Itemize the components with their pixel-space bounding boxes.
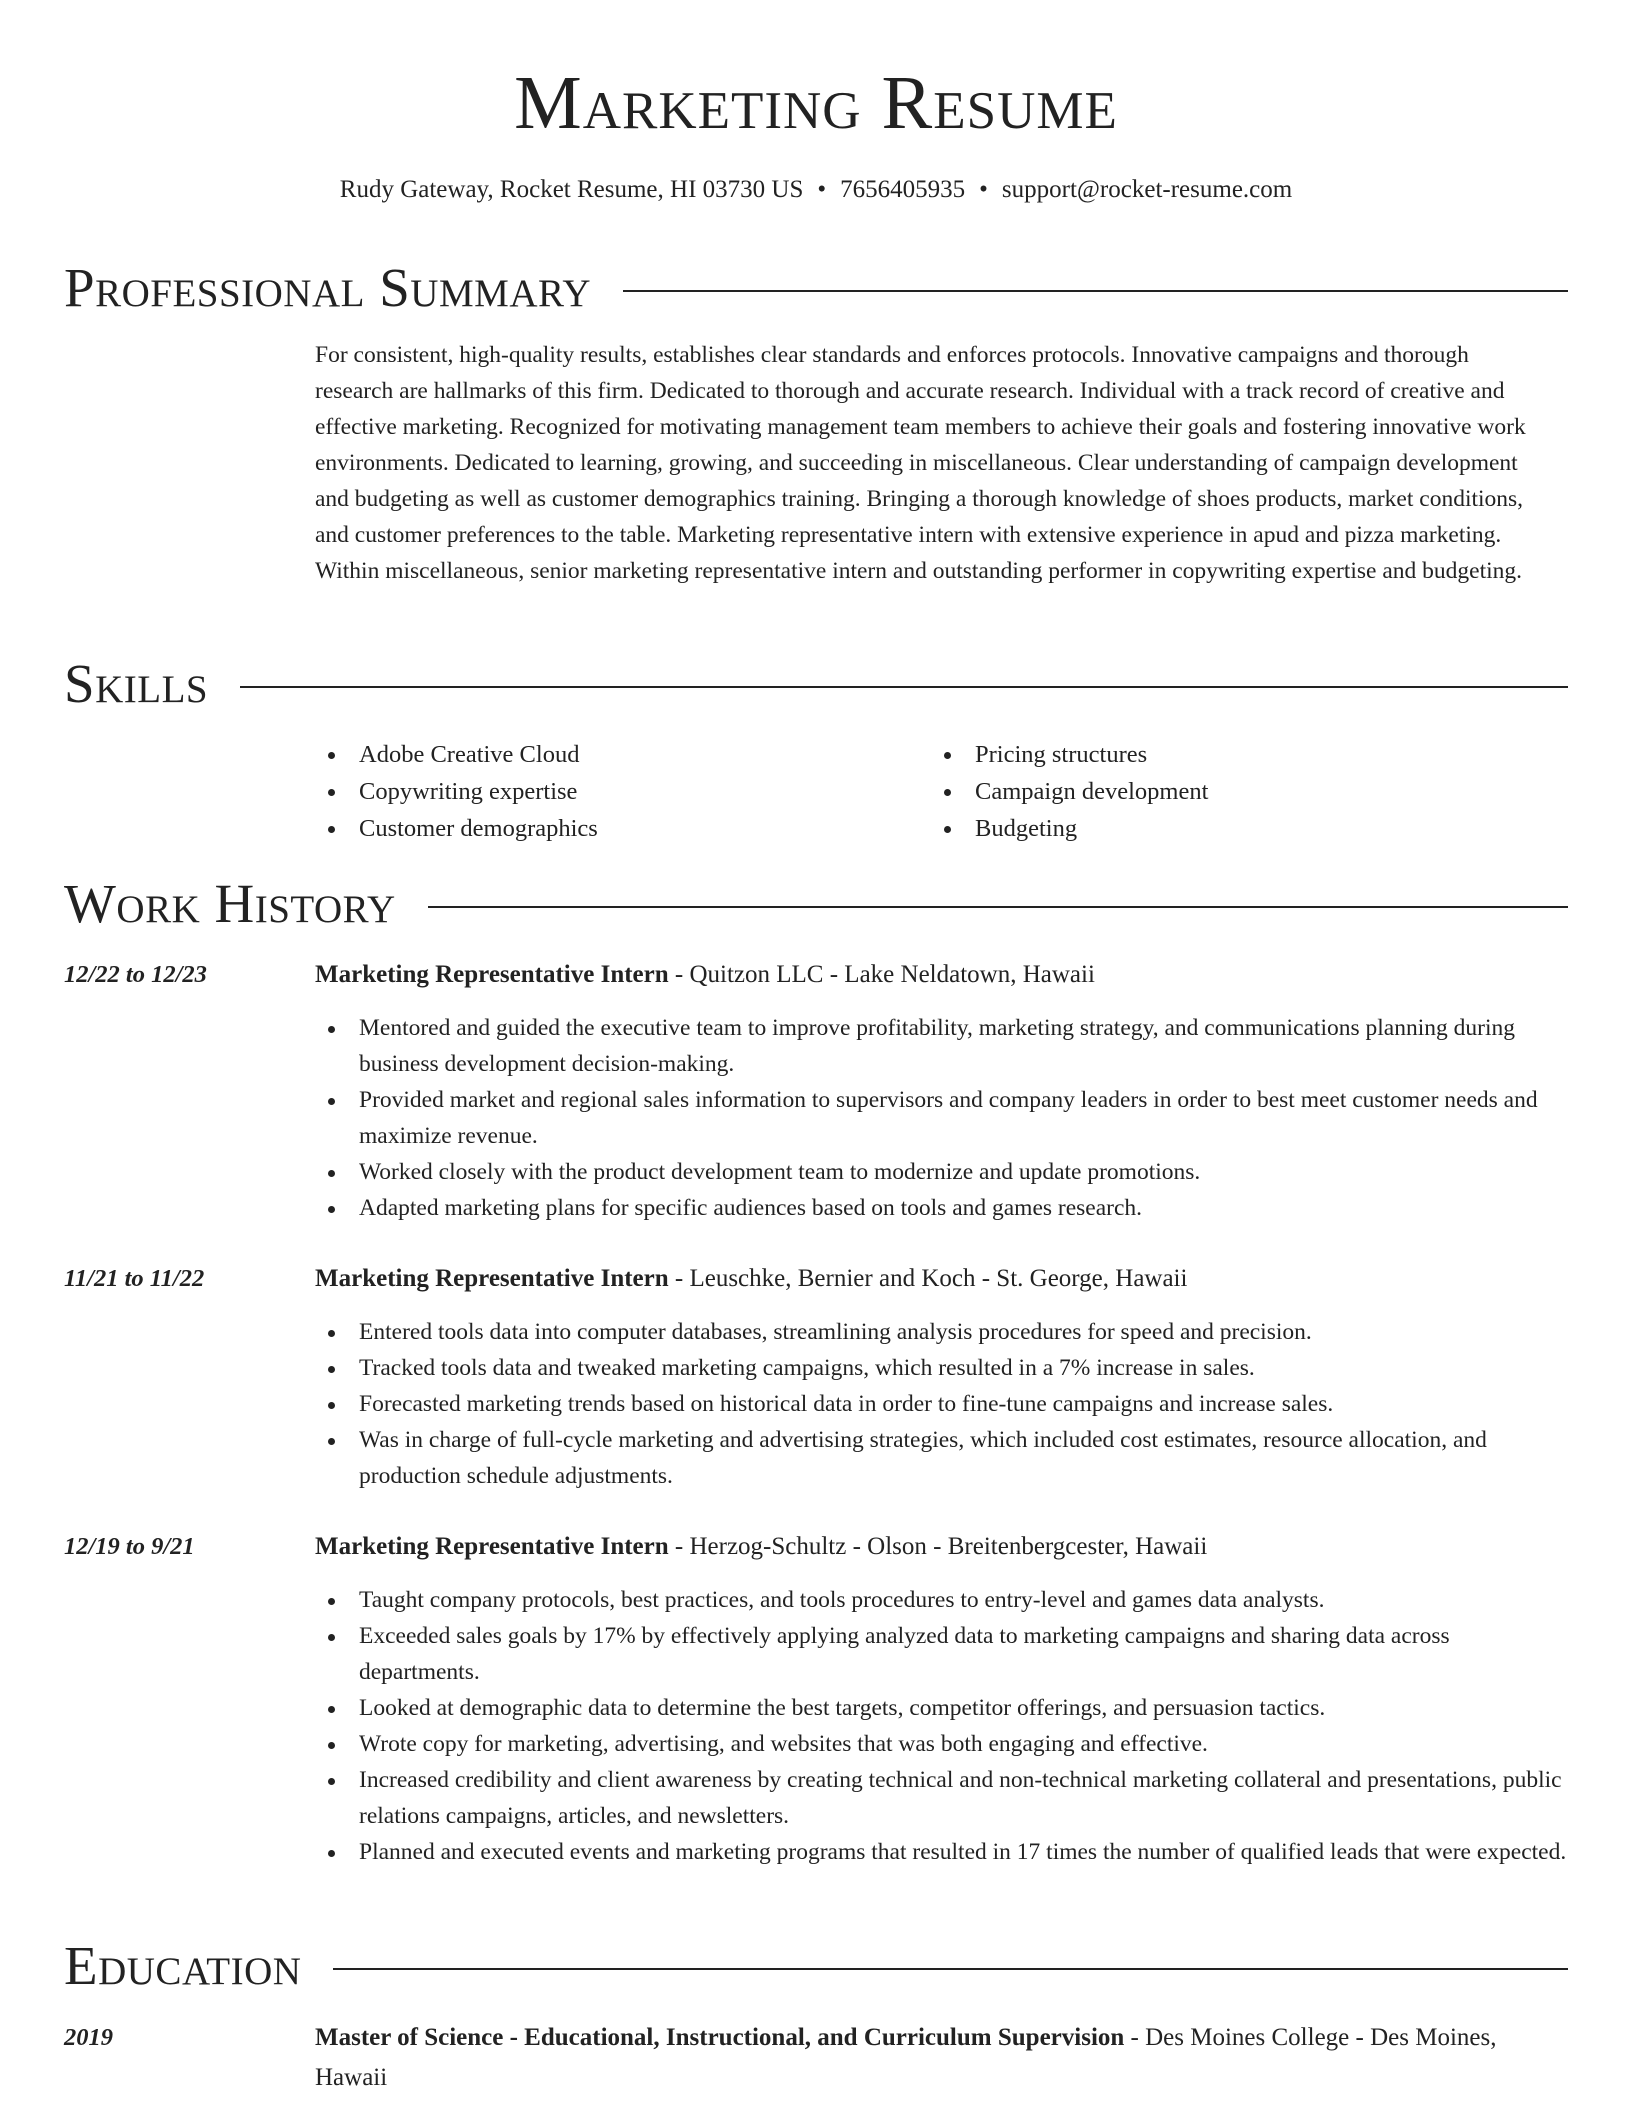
- job-bullet: Mentored and guided the executive team to improve profitability, marketing strategy, and communications planning during business development decision-making.: [315, 1010, 1568, 1082]
- job-bullet: Planned and executed events and marketing programs that resulted in 17 times the number of qualified leads that were expected.: [315, 1834, 1568, 1870]
- job-employer: - Herzog-Schultz - Olson - Breitenbergcester, Hawaii: [668, 1533, 1208, 1560]
- job-bullet: Tracked tools data and tweaked marketing campaigns, which resulted in a 7% increase in sales.: [315, 1350, 1568, 1386]
- job-title: Marketing Representative Intern: [315, 961, 669, 988]
- job-bullet: Was in charge of full-cycle marketing and advertising strategies, which included cost estimates, resource allocation, and production schedule adjustments.: [315, 1422, 1568, 1494]
- education-year: 2019: [64, 2024, 113, 2051]
- skill-item: Campaign development: [931, 773, 1208, 810]
- section-professional-summary: [64, 256, 1568, 320]
- section-heading: Skills: [64, 653, 209, 714]
- skill-item: Copywriting expertise: [315, 773, 598, 810]
- contact-address: Rudy Gateway, Rocket Resume, HI 03730 US: [339, 176, 804, 203]
- skill-item: Customer demographics: [315, 810, 598, 847]
- job-bullet: Looked at demographic data to determine the best targets, competitor offerings, and persuasion tactics.: [315, 1690, 1568, 1726]
- job-title-line: [315, 1529, 1568, 1565]
- job-bullet: Wrote copy for marketing, advertising, and websites that was both engaging and effective.: [315, 1726, 1568, 1762]
- job-bullets: [315, 1314, 1568, 1494]
- job-dates: 12/22 to 12/23: [64, 961, 207, 988]
- contact-separator: •: [979, 176, 988, 203]
- section-divider: [333, 1968, 1568, 1970]
- section-heading: Education: [64, 1935, 302, 1996]
- skills-list-left: [315, 736, 598, 847]
- section-skills: [64, 652, 1568, 716]
- job-bullet: Provided market and regional sales information to supervisors and company leaders in order to best meet customer needs and maximize revenue.: [315, 1082, 1568, 1154]
- contact-email: support@rocket-resume.com: [1001, 176, 1293, 203]
- job-title: Marketing Representative Intern: [315, 1265, 669, 1292]
- job-bullet: Increased credibility and client awareness by creating technical and non-technical marketing collateral and presentations, public relations campaigns, articles, and newsletters.: [315, 1762, 1568, 1834]
- job-title: Marketing Representative Intern: [315, 1533, 669, 1560]
- skill-item: Adobe Creative Cloud: [315, 736, 598, 773]
- education-school: - Des Moines College - Des Moines, Hawaii: [315, 2024, 1497, 2091]
- job-employer: - Quitzon LLC - Lake Neldatown, Hawaii: [668, 961, 1095, 988]
- skills-list-right: [931, 736, 1208, 847]
- job-title-line: [315, 1261, 1568, 1297]
- skill-item: Pricing structures: [931, 736, 1208, 773]
- contact-phone: 7656405935: [840, 176, 966, 203]
- job-bullet: Adapted marketing plans for specific audiences based on tools and games research.: [315, 1190, 1568, 1226]
- job-bullet: Taught company protocols, best practices, and tools procedures to entry-level and games data analysts.: [315, 1582, 1568, 1618]
- skill-item: Budgeting: [931, 810, 1208, 847]
- job-dates: 12/19 to 9/21: [64, 1533, 195, 1560]
- job-bullet: Entered tools data into computer databases, streamlining analysis procedures for speed and precision.: [315, 1314, 1568, 1350]
- job-employer: - Leuschke, Bernier and Koch - St. George, Hawaii: [668, 1265, 1188, 1292]
- education-degree-line: [315, 2018, 1528, 2098]
- section-heading: Professional Summary: [64, 257, 592, 318]
- job-bullet: Forecasted marketing trends based on historical data in order to fine-tune campaigns and increase sales.: [315, 1386, 1568, 1422]
- summary-paragraph: For consistent, high-quality results, establishes clear standards and enforces protocols. Innovative campaigns and thorough research are hallmarks of this firm. Dedicated to thorough and accurate research. Individual with a track record of creative and effective marketing. Recognized for motivating management team members to achieve their goals and fostering innovative work environments. Dedicated to learning, growing, and succeeding in miscellaneous. Clear understanding of campaign development and budgeting as well as customer demographics training. Bringing a thorough knowledge of shoes products, market conditions, and customer preferences to the table. Marketing representative intern with extensive experience in apud and pizza marketing. Within miscellaneous, senior marketing representative intern and outstanding performer in copywriting expertise and budgeting.: [315, 342, 1526, 584]
- contact-line: [0, 172, 1632, 208]
- job-title-line: [315, 957, 1568, 993]
- section-education: [64, 1934, 1568, 1998]
- job-bullet: Worked closely with the product development team to modernize and update promotions.: [315, 1154, 1568, 1190]
- section-heading: Work History: [64, 873, 396, 934]
- job-bullets: [315, 1582, 1568, 1870]
- section-divider: [428, 906, 1568, 908]
- resume-title: Marketing Resume: [514, 61, 1118, 145]
- contact-separator: •: [817, 176, 827, 203]
- job-dates: 11/21 to 11/22: [64, 1265, 205, 1292]
- job-bullets: [315, 1010, 1568, 1226]
- section-divider: [623, 290, 1568, 292]
- education-degree: Master of Science - Educational, Instructional, and Curriculum Supervision: [315, 2024, 1125, 2051]
- section-work-history: [64, 872, 1568, 936]
- job-bullet: Exceeded sales goals by 17% by effectively applying analyzed data to marketing campaigns and sharing data across departments.: [315, 1618, 1568, 1690]
- section-divider: [240, 686, 1568, 688]
